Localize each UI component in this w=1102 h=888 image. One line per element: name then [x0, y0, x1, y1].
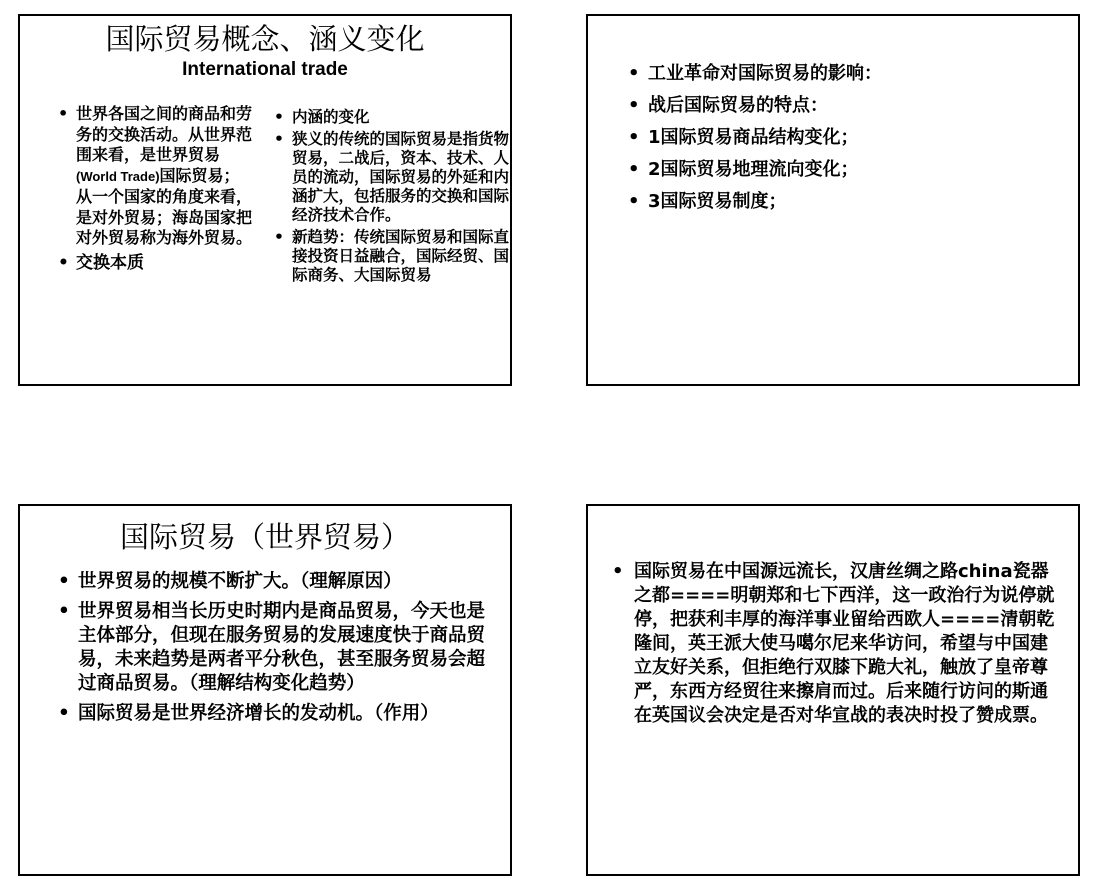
slide-international-trade-concept — [18, 14, 512, 386]
list-item: • 新趋势：传统国际贸易和国际直接投资日益融合，国际经贸、国际商务、大国际贸易 — [274, 228, 512, 285]
slide-title: 国际贸易概念、涵义变化 — [105, 22, 425, 56]
bullet-list — [612, 560, 1058, 728]
list-item: • 战后国际贸易的特点： — [628, 94, 1068, 118]
list-item: • 3国际贸易制度； — [628, 190, 1068, 214]
list-item: • 世界贸易的规模不断扩大。（理解原因） — [58, 570, 500, 594]
list-item: • 世界各国之间的商品和劳务的交换活动。从世界范围来看，是世界贸易(World Trade)国际贸易；从一个国家的角度来看，是对外贸易；海岛国家把对外贸易称为海外贸易。 — [58, 104, 254, 249]
list-item: • 内涵的变化 — [274, 108, 512, 127]
list-item: • 狭义的传统的国际贸易是指货物贸易，二战后，资本、技术、人员的流动，国际贸易的外延和内涵扩大，包括服务的交换和国际经济技术合作。 — [274, 130, 512, 225]
list-item: • 工业革命对国际贸易的影响： — [628, 62, 1068, 86]
list-item: • 交换本质 — [58, 253, 254, 274]
list-item: • 国际贸易是世界经济增长的发动机。（作用） — [58, 702, 500, 726]
list-item: • 1国际贸易商品结构变化； — [628, 126, 1068, 150]
slide-title: 国际贸易（世界贸易） — [119, 520, 410, 554]
slide-subtitle: International trade — [182, 59, 348, 80]
bullet-list — [628, 62, 1068, 222]
bullet-list — [58, 570, 500, 732]
slide-trade-history-china — [586, 504, 1080, 876]
slide-world-trade — [18, 504, 512, 876]
right-column-list — [274, 108, 512, 288]
left-column-list — [58, 104, 254, 277]
list-item: • 世界贸易相当长历史时期内是商品贸易，今天也是主体部分，但现在服务贸易的发展速度快于商品贸易，未来趋势是两者平分秋色，甚至服务贸易会超过商品贸易。（理解结构变化趋势） — [58, 600, 500, 696]
list-item: • 国际贸易在中国源远流长，汉唐丝绸之路china瓷器之都====明朝郑和七下西洋，这一政治行为说停就停，把获利丰厚的海洋事业留给西欧人====清朝乾隆间，英王派大使马噶尔尼来华访问，希望与中国建立友好关系，但拒绝行双膝下跪大礼，触放了皇帝尊严，东西方经贸往来擦肩而过。后来随行访问的斯通在英国议会决定是否对华宣战的表决时投了赞成票。 — [612, 560, 1058, 728]
list-item: • 2国际贸易地理流向变化； — [628, 158, 1068, 182]
slide-trade-topics — [586, 14, 1080, 386]
